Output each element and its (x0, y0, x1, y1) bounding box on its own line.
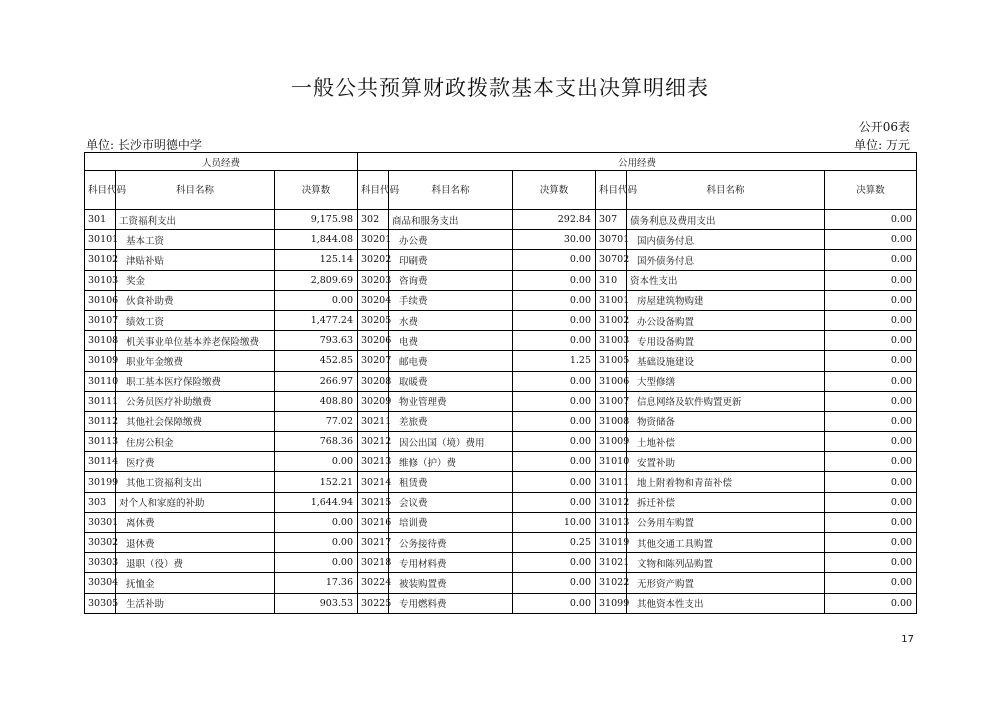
cell-name: 伙食补助费 (116, 290, 275, 310)
cell-amount: 10.00 (513, 512, 596, 532)
table-row (85, 411, 917, 431)
column-header-code: 科目代码 (596, 171, 627, 210)
cell-name: 培训费 (389, 512, 513, 532)
cell-code: 30103 (85, 270, 116, 290)
cell-name: 房屋建筑物购建 (627, 290, 825, 310)
cell-code: 303 (85, 492, 116, 512)
cell-name: 维修（护）费 (389, 452, 513, 472)
cell-name: 医疗费 (116, 452, 275, 472)
cell-name: 国内债务付息 (627, 230, 825, 250)
cell-amount: 0.00 (513, 331, 596, 351)
cell-code: 30203 (358, 270, 389, 290)
table-row (85, 331, 917, 351)
cell-name: 拆迁补偿 (627, 492, 825, 512)
cell-name: 公务接待费 (389, 533, 513, 553)
table-row (85, 270, 917, 290)
cell-code: 31002 (596, 310, 627, 330)
cell-code: 30211 (358, 411, 389, 431)
expenditure-table (84, 152, 917, 614)
cell-code: 31019 (596, 533, 627, 553)
cell-name: 国外债务付息 (627, 250, 825, 270)
cell-amount: 0.00 (513, 492, 596, 512)
cell-name: 其他工资福利支出 (116, 472, 275, 492)
cell-amount: 0.00 (275, 512, 358, 532)
cell-name: 土地补偿 (627, 432, 825, 452)
cell-code: 30206 (358, 331, 389, 351)
cell-code: 31099 (596, 593, 627, 613)
cell-amount: 0.00 (825, 371, 917, 391)
cell-amount: 0.00 (513, 250, 596, 270)
cell-name: 奖金 (116, 270, 275, 290)
cell-code: 31005 (596, 351, 627, 371)
cell-name: 商品和服务支出 (389, 210, 513, 230)
cell-name: 差旅费 (389, 411, 513, 431)
table-row (85, 492, 917, 512)
cell-name: 会议费 (389, 492, 513, 512)
table-row (85, 512, 917, 532)
cell-name: 抚恤金 (116, 573, 275, 593)
column-header-code: 科目代码 (358, 171, 389, 210)
cell-amount: 0.00 (825, 250, 917, 270)
column-header-amount: 决算数 (275, 171, 358, 210)
cell-code: 30305 (85, 593, 116, 613)
cell-code: 31006 (596, 371, 627, 391)
cell-amount: 0.00 (513, 411, 596, 431)
cell-name: 大型修缮 (627, 371, 825, 391)
cell-code: 30106 (85, 290, 116, 310)
cell-amount: 0.00 (275, 290, 358, 310)
cell-name: 水费 (389, 310, 513, 330)
cell-code: 31008 (596, 411, 627, 431)
cell-amount: 452.85 (275, 351, 358, 371)
currency-unit: 单位: 万元 (854, 138, 910, 152)
cell-name: 津贴补贴 (116, 250, 275, 270)
cell-name: 住房公积金 (116, 432, 275, 452)
table-row (85, 533, 917, 553)
cell-amount: 0.00 (825, 230, 917, 250)
cell-code: 30225 (358, 593, 389, 613)
cell-name: 取暖费 (389, 371, 513, 391)
cell-name: 办公费 (389, 230, 513, 250)
cell-code: 30114 (85, 452, 116, 472)
cell-name: 工资福利支出 (116, 210, 275, 230)
cell-code: 31009 (596, 432, 627, 452)
cell-name: 机关事业单位基本养老保险缴费 (116, 331, 275, 351)
cell-amount: 0.00 (825, 351, 917, 371)
cell-code: 31021 (596, 553, 627, 573)
cell-code: 31012 (596, 492, 627, 512)
cell-name: 手续费 (389, 290, 513, 310)
cell-name: 职工基本医疗保险缴费 (116, 371, 275, 391)
cell-name: 物资储备 (627, 411, 825, 431)
cell-amount: 30.00 (513, 230, 596, 250)
cell-amount: 0.00 (513, 310, 596, 330)
cell-amount: 0.00 (275, 452, 358, 472)
cell-amount: 0.00 (825, 290, 917, 310)
cell-amount: 1,844.08 (275, 230, 358, 250)
cell-code: 307 (596, 210, 627, 230)
table-row (85, 553, 917, 573)
cell-name: 绩效工资 (116, 310, 275, 330)
cell-code: 30109 (85, 351, 116, 371)
cell-amount: 0.00 (513, 472, 596, 492)
table-row (85, 310, 917, 330)
page-number: 17 (901, 634, 914, 645)
column-header-amount: 决算数 (513, 171, 596, 210)
cell-amount: 0.00 (825, 492, 917, 512)
cell-name: 办公设备购置 (627, 310, 825, 330)
cell-code: 31001 (596, 290, 627, 310)
cell-amount: 0.25 (513, 533, 596, 553)
cell-name: 专用设备购置 (627, 331, 825, 351)
cell-code: 31010 (596, 452, 627, 472)
cell-amount: 0.00 (825, 472, 917, 492)
cell-name: 其他资本性支出 (627, 593, 825, 613)
cell-amount: 0.00 (513, 553, 596, 573)
cell-name: 咨询费 (389, 270, 513, 290)
cell-name: 印刷费 (389, 250, 513, 270)
cell-amount: 0.00 (513, 391, 596, 411)
cell-name: 基本工资 (116, 230, 275, 250)
group-header-personnel: 人员经费 (85, 153, 358, 171)
cell-name: 退职（役）费 (116, 553, 275, 573)
cell-amount: 0.00 (825, 593, 917, 613)
cell-code: 30302 (85, 533, 116, 553)
cell-amount: 0.00 (275, 533, 358, 553)
cell-code: 30209 (358, 391, 389, 411)
cell-name: 其他社会保障缴费 (116, 411, 275, 431)
cell-amount: 1,477.24 (275, 310, 358, 330)
table-row (85, 371, 917, 391)
cell-name: 公务员医疗补助缴费 (116, 391, 275, 411)
cell-name: 公务用车购置 (627, 512, 825, 532)
cell-amount: 125.14 (275, 250, 358, 270)
cell-code: 30101 (85, 230, 116, 250)
table-row (85, 250, 917, 270)
cell-name: 基础设施建设 (627, 351, 825, 371)
cell-code: 31003 (596, 331, 627, 351)
column-header-name: 科目名称 (389, 171, 513, 210)
column-header-name: 科目名称 (116, 171, 275, 210)
cell-amount: 266.97 (275, 371, 358, 391)
cell-code: 30218 (358, 553, 389, 573)
cell-amount: 1.25 (513, 351, 596, 371)
cell-name: 生活补助 (116, 593, 275, 613)
cell-name: 租赁费 (389, 472, 513, 492)
cell-name: 其他交通工具购置 (627, 533, 825, 553)
column-header-code: 科目代码 (85, 171, 116, 210)
cell-name: 专用材料费 (389, 553, 513, 573)
cell-amount: 0.00 (825, 553, 917, 573)
cell-code: 30107 (85, 310, 116, 330)
cell-name: 因公出国（境）费用 (389, 432, 513, 452)
cell-amount: 152.21 (275, 472, 358, 492)
cell-code: 30108 (85, 331, 116, 351)
cell-amount: 9,175.98 (275, 210, 358, 230)
cell-code: 30207 (358, 351, 389, 371)
reporting-unit: 单位: 长沙市明德中学 (86, 138, 202, 152)
cell-amount: 0.00 (275, 553, 358, 573)
group-header-public: 公用经费 (358, 153, 917, 171)
cell-code: 30702 (596, 250, 627, 270)
cell-amount: 0.00 (513, 573, 596, 593)
cell-code: 30208 (358, 371, 389, 391)
cell-code: 30217 (358, 533, 389, 553)
cell-code: 30205 (358, 310, 389, 330)
cell-amount: 0.00 (825, 210, 917, 230)
cell-name: 安置补助 (627, 452, 825, 472)
cell-amount: 0.00 (825, 270, 917, 290)
table-row (85, 432, 917, 452)
cell-amount: 292.84 (513, 210, 596, 230)
column-header-amount: 决算数 (825, 171, 917, 210)
cell-code: 30202 (358, 250, 389, 270)
cell-name: 物业管理费 (389, 391, 513, 411)
table-row (85, 351, 917, 371)
form-number: 公开06表 (858, 120, 910, 134)
cell-amount: 77.02 (275, 411, 358, 431)
cell-amount: 0.00 (513, 270, 596, 290)
cell-amount: 0.00 (825, 310, 917, 330)
cell-code: 310 (596, 270, 627, 290)
cell-name: 电费 (389, 331, 513, 351)
cell-code: 30213 (358, 452, 389, 472)
cell-amount: 408.80 (275, 391, 358, 411)
column-header-name: 科目名称 (627, 171, 825, 210)
cell-amount: 0.00 (513, 593, 596, 613)
cell-amount: 0.00 (825, 573, 917, 593)
cell-code: 30303 (85, 553, 116, 573)
table-row (85, 593, 917, 613)
cell-amount: 0.00 (825, 512, 917, 532)
cell-amount: 1,644.94 (275, 492, 358, 512)
table-row (85, 452, 917, 472)
cell-amount: 0.00 (825, 391, 917, 411)
cell-amount: 0.00 (513, 371, 596, 391)
cell-name: 专用燃料费 (389, 593, 513, 613)
cell-amount: 0.00 (513, 290, 596, 310)
cell-amount: 0.00 (825, 533, 917, 553)
table-row (85, 290, 917, 310)
cell-name: 邮电费 (389, 351, 513, 371)
cell-code: 30201 (358, 230, 389, 250)
cell-code: 30112 (85, 411, 116, 431)
cell-code: 31007 (596, 391, 627, 411)
cell-name: 债务利息及费用支出 (627, 210, 825, 230)
cell-code: 30301 (85, 512, 116, 532)
table-row (85, 230, 917, 250)
cell-amount: 793.63 (275, 331, 358, 351)
cell-code: 30111 (85, 391, 116, 411)
cell-code: 302 (358, 210, 389, 230)
table-row (85, 210, 917, 230)
cell-amount: 0.00 (825, 432, 917, 452)
cell-amount: 0.00 (513, 432, 596, 452)
cell-name: 退休费 (116, 533, 275, 553)
cell-amount: 0.00 (825, 452, 917, 472)
table-row (85, 391, 917, 411)
cell-code: 31013 (596, 512, 627, 532)
cell-name: 资本性支出 (627, 270, 825, 290)
cell-code: 30110 (85, 371, 116, 391)
cell-code: 30212 (358, 432, 389, 452)
cell-amount: 17.36 (275, 573, 358, 593)
cell-name: 地上附着物和青苗补偿 (627, 472, 825, 492)
cell-code: 30304 (85, 573, 116, 593)
cell-code: 30224 (358, 573, 389, 593)
cell-name: 被装购置费 (389, 573, 513, 593)
table-row (85, 472, 917, 492)
cell-code: 31022 (596, 573, 627, 593)
cell-amount: 0.00 (825, 411, 917, 431)
cell-amount: 903.53 (275, 593, 358, 613)
cell-name: 文物和陈列品购置 (627, 553, 825, 573)
cell-amount: 2,809.69 (275, 270, 358, 290)
cell-name: 离休费 (116, 512, 275, 532)
cell-amount: 768.36 (275, 432, 358, 452)
table-row (85, 573, 917, 593)
cell-code: 30216 (358, 512, 389, 532)
cell-code: 30102 (85, 250, 116, 270)
cell-code: 30215 (358, 492, 389, 512)
cell-name: 职业年金缴费 (116, 351, 275, 371)
cell-amount: 0.00 (825, 331, 917, 351)
cell-code: 30204 (358, 290, 389, 310)
cell-code: 30199 (85, 472, 116, 492)
cell-name: 无形资产购置 (627, 573, 825, 593)
cell-code: 31011 (596, 472, 627, 492)
cell-code: 301 (85, 210, 116, 230)
cell-name: 信息网络及软件购置更新 (627, 391, 825, 411)
cell-code: 30701 (596, 230, 627, 250)
cell-code: 30214 (358, 472, 389, 492)
cell-code: 30113 (85, 432, 116, 452)
cell-name: 对个人和家庭的补助 (116, 492, 275, 512)
page-title: 一般公共预算财政拨款基本支出决算明细表 (291, 76, 709, 100)
cell-amount: 0.00 (513, 452, 596, 472)
